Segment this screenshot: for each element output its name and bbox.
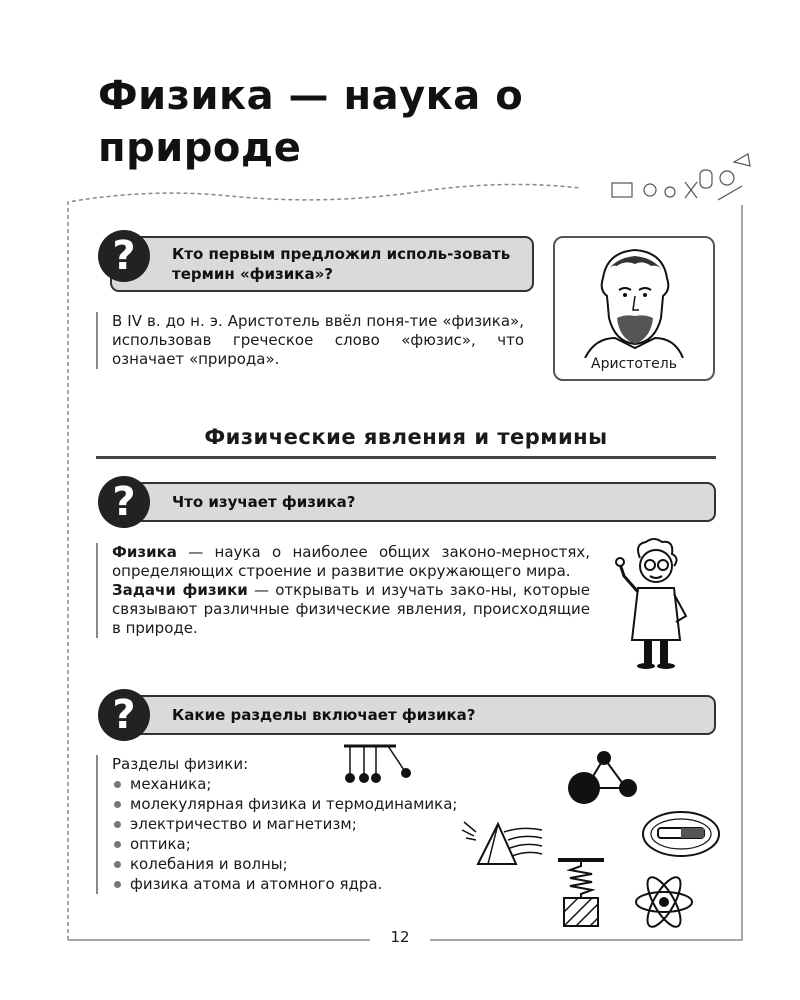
answer-2-text	[96, 543, 590, 638]
spring-weight-icon	[556, 856, 606, 928]
question-3-text: Какие разделы включает физика?	[172, 706, 476, 724]
question-1-text: Кто первым предложил исполь-зовать термин «физика»?	[172, 245, 511, 283]
section-title: Физические явления и термины	[204, 425, 608, 449]
term-tasks: Задачи физики	[112, 581, 248, 599]
list-item: физика атома и атомного ядра.	[112, 874, 552, 894]
page-number: 12	[370, 928, 430, 946]
question-mark-icon: ?	[98, 230, 150, 282]
list-item: колебания и волны;	[112, 854, 552, 874]
term-physics: Физика	[112, 543, 177, 561]
question-mark-icon: ?	[98, 476, 150, 528]
page-title: Физика — наука о природе	[98, 73, 524, 171]
doodle-icons	[612, 154, 750, 200]
list-item: молекулярная физика и термодинамика;	[112, 794, 552, 814]
section-divider	[96, 456, 716, 459]
list-item: механика;	[112, 774, 552, 794]
prism-icon	[458, 818, 544, 868]
molecule-icon	[566, 746, 646, 806]
newton-cradle-icon	[340, 742, 416, 788]
definition-tasks-text: — открывать и изучать зако-ны, которые связывают различные физические явления, происходящие в природе.	[112, 581, 591, 637]
portrait-caption: Аристотель	[591, 356, 677, 372]
scientist-illustration-icon	[610, 536, 700, 670]
question-mark-icon: ?	[98, 689, 150, 741]
answer-1-text: В IV в. до н. э. Аристотель ввёл поня-тие «физика», использовав греческое слово «фюзис», что означает «природа».	[96, 312, 524, 369]
magnet-ring-icon	[640, 808, 722, 860]
definition-physics-text: — наука о наиболее общих законо-мерностях, определяющих строение и развитие окружающего мира.	[112, 543, 590, 580]
question-2-text: Что изучает физика?	[172, 493, 356, 511]
list-item: оптика;	[112, 834, 552, 854]
atom-icon	[632, 874, 696, 930]
aristotle-portrait-icon	[555, 238, 713, 358]
branches-intro: Разделы физики:	[112, 755, 249, 773]
definition-physics	[112, 543, 590, 581]
definition-tasks	[112, 581, 590, 638]
list-item: электричество и магнетизм;	[112, 814, 552, 834]
